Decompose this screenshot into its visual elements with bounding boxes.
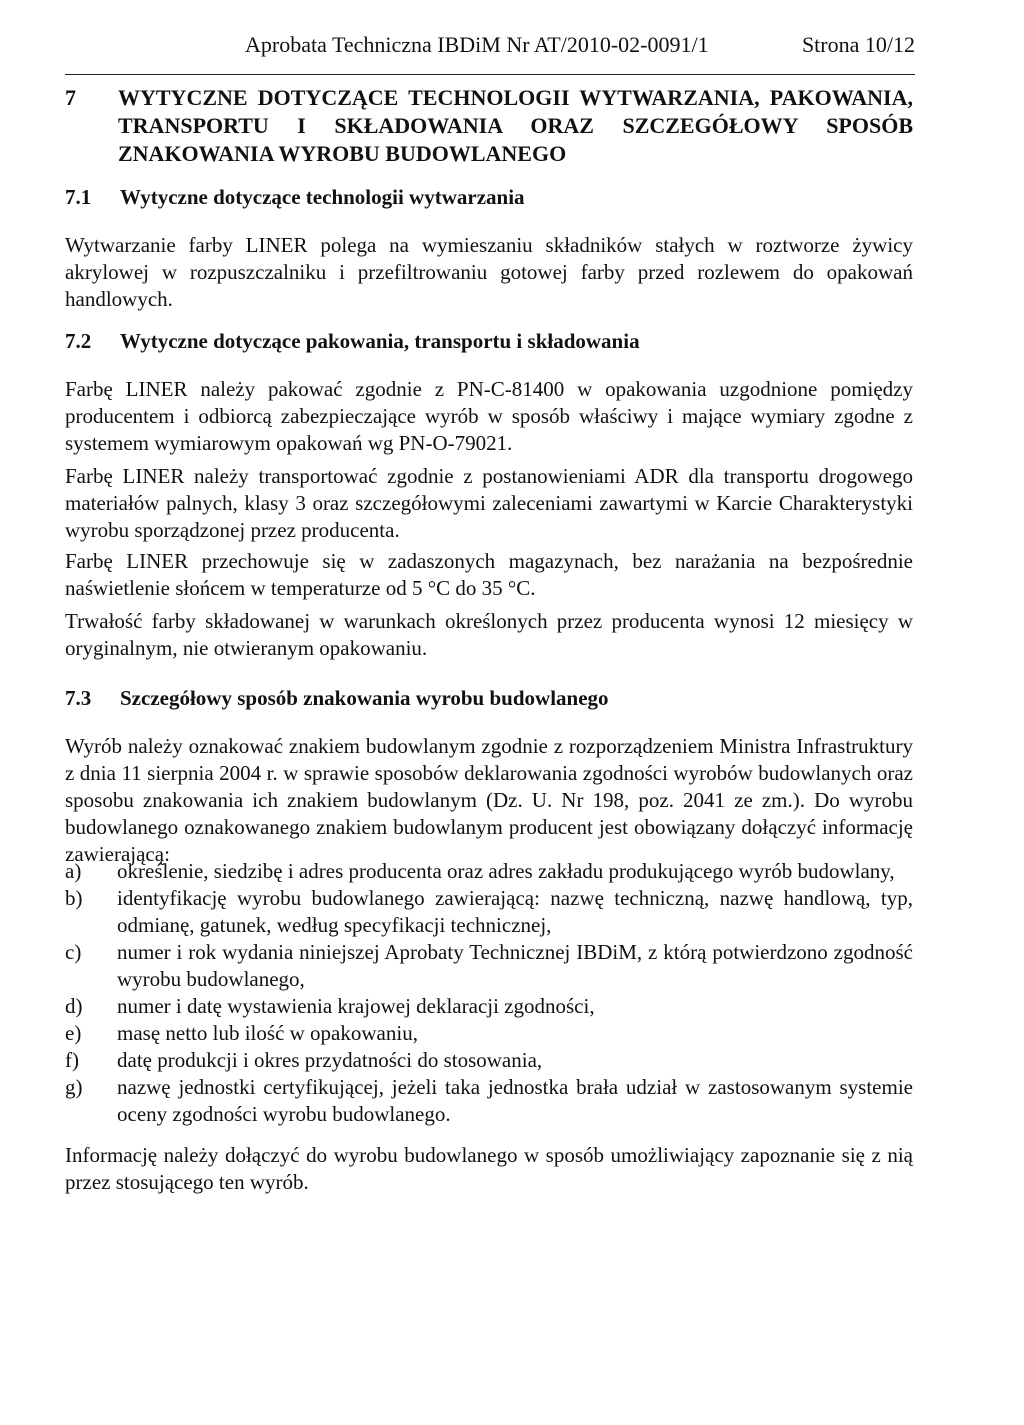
list-marker: c) [65,940,82,964]
subsection-7-2-p1 [65,376,913,457]
section-7-heading [65,84,913,168]
subsection-7-3-heading [65,684,913,712]
list-item-text: nazwę jednostki certyfikującej, jeżeli taka jednostka brała udział w zastosowanym systemie oceny zgodności wyrobu budowlanego. [117,1075,913,1126]
paragraph: Wytwarzanie farby LINER polega na wymieszaniu składników stałych w roztworze żywicy akrylowej w rozpuszczalniku i przefiltrowaniu gotowej farby przed rozlewem do opakowań handlowych. [65,233,913,311]
list-marker: f) [65,1048,79,1072]
subsection-7-2-p2 [65,463,913,544]
list-marker: b) [65,886,83,910]
paragraph: Informację należy dołączyć do wyrobu budowlanego w sposób umożliwiający zapoznanie się z nią przez stosującego ten wyrób. [65,1143,913,1194]
list-item [65,885,913,939]
list-item-text: masę netto lub ilość w opakowaniu, [117,1021,418,1045]
subsection-7-2-heading [65,327,913,355]
paragraph: Wyrób należy oznakować znakiem budowlanym zgodnie z rozporządzeniem Ministra Infrastruktury z dnia 11 sierpnia 2004 r. w sprawie sposobów deklarowania zgodności wyrobów budowlanych oraz sposobu znakowania ich znakiem budowlanym (Dz. U. Nr 198, poz. 2041 ze zm.). Do wyrobu budowlanego oznakowanego znakiem budowlanym producent jest obowiązany dołączyć informację zawierającą: [65,734,913,866]
subsection-title: Wytyczne dotyczące technologii wytwarzania [120,185,525,209]
section-title: WYTYCZNE DOTYCZĄCE TECHNOLOGII WYTWARZANIA, PAKOWANIA, TRANSPORTU I SKŁADOWANIA ORAZ SZCZEGÓŁOWY SPOSÓB ZNAKOWANIA WYROBU BUDOWLANEGO [118,85,913,166]
subsection-7-1-heading [65,183,913,211]
subsection-title: Szczegółowy sposób znakowania wyrobu budowlanego [120,686,609,710]
subsection-7-2-p3 [65,548,913,602]
list-marker: a) [65,859,82,883]
page-header [65,28,915,68]
subsection-7-3-p1 [65,733,913,868]
list-item [65,1020,913,1047]
paragraph: Trwałość farby składowanej w warunkach określonych przez producenta wynosi 12 miesięcy w oryginalnym, nie otwieranym opakowaniu. [65,609,913,660]
subsection-7-2-p4 [65,608,913,662]
header-divider [65,74,915,75]
list-item [65,858,913,885]
paragraph: Farbę LINER należy transportować zgodnie z postanowieniami ADR dla transportu drogowego materiałów palnych, klasy 3 oraz szczegółowymi zaleceniami zawartymi w Karcie Charakterystyki wyrobu sporządzonej przez producenta. [65,464,913,542]
marking-info-list [65,858,913,1128]
list-marker: d) [65,994,83,1018]
list-item [65,1047,913,1074]
list-item-text: numer i rok wydania niniejszej Aprobaty Technicznej IBDiM, z którą potwierdzono zgodność wyrobu budowlanego, [117,940,913,991]
page-number: Strona 10/12 [801,32,915,57]
list-item [65,993,913,1020]
header-title: Aprobata Techniczna IBDiM Nr AT/2010-02-0091/1 [245,32,709,57]
list-marker: e) [65,1021,82,1045]
list-item-text: określenie, siedzibę i adres producenta oraz adres zakładu produkującego wyrób budowlany, [117,859,895,883]
subsection-number: 7.2 [65,329,92,353]
list-item [65,939,913,993]
paragraph: Farbę LINER przechowuje się w zadaszonych magazynach, bez narażania na bezpośrednie naświetlenie słońcem w temperaturze od 5 °C do 35 °C. [65,549,913,600]
paragraph: Farbę LINER należy pakować zgodnie z PN-C-81400 w opakowania uzgodnione pomiędzy producentem i odbiorcą zabezpieczające wyrób w sposób właściwy i mające wymiary zgodne z systemem wymiarowym opakowań wg PN-O-79021. [65,377,913,455]
subsection-7-3-p2 [65,1142,913,1196]
list-item-text: identyfikację wyrobu budowlanego zawierającą: nazwę techniczną, nazwę handlową, typ, odmianę, gatunek, według specyfikacji technicznej, [117,886,913,937]
list-item [65,1074,913,1128]
subsection-7-1-body [65,232,913,313]
section-number: 7 [65,85,76,110]
subsection-number: 7.1 [65,185,92,209]
subsection-title: Wytyczne dotyczące pakowania, transportu i składowania [120,329,640,353]
list-item-text: datę produkcji i okres przydatności do stosowania, [117,1048,543,1072]
list-item-text: numer i datę wystawienia krajowej deklaracji zgodności, [117,994,595,1018]
subsection-number: 7.3 [65,686,92,710]
list-marker: g) [65,1075,83,1099]
